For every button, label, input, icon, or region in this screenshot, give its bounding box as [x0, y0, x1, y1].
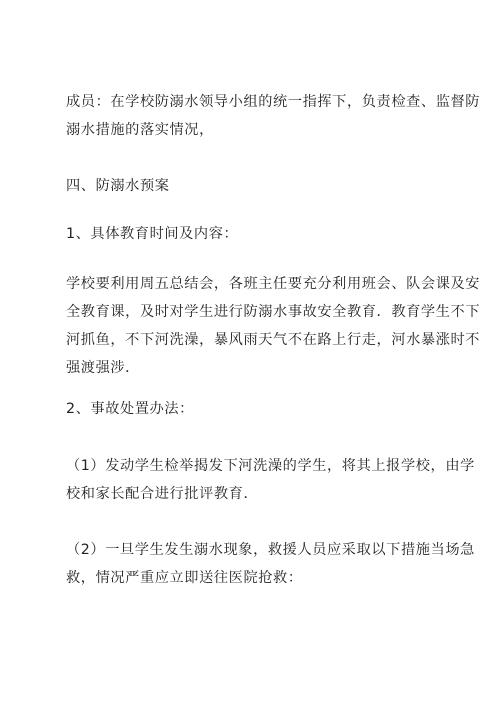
text-line: 2、事故处置办法：	[66, 401, 194, 417]
text-line: 河抓鱼，不下河洗澡，暴风雨天气不在路上行走，河水暴涨时不	[66, 332, 481, 348]
text-line: 1、具体教育时间及内容：	[66, 226, 239, 242]
text-line: （1）发动学生检举揭发下河洗澡的学生，将其上报学校，由学	[66, 458, 475, 474]
item-2-sub-1-paragraph	[66, 452, 475, 508]
members-duty-paragraph	[66, 88, 481, 144]
text-line: 学校要利用周五总结会，各班主任要充分利用班会、队会课及安	[66, 276, 481, 292]
item-2-sub-2-paragraph	[66, 536, 475, 592]
item-1-body-paragraph	[66, 270, 481, 382]
section-heading	[66, 172, 442, 200]
text-line: 强渡强涉．	[66, 360, 140, 376]
text-line: 救，情况严重应立即送往医院抢救：	[66, 570, 303, 586]
item-2-heading	[66, 395, 442, 423]
text-line: 校和家长配合进行批评教育．	[66, 486, 259, 502]
text-line: 全教育课，及时对学生进行防溺水事故安全教育．教育学生不下	[66, 304, 481, 320]
text-line: 成员：在学校防溺水领导小组的统一指挥下，负责检查、监督防	[66, 94, 481, 110]
text-line: 溺水措施的落实情况，	[66, 122, 214, 138]
text-line: 四、防溺水预案	[66, 178, 170, 194]
text-line: （2）一旦学生发生溺水现象，救援人员应采取以下措施当场急	[66, 542, 475, 558]
item-1-heading	[66, 220, 442, 248]
